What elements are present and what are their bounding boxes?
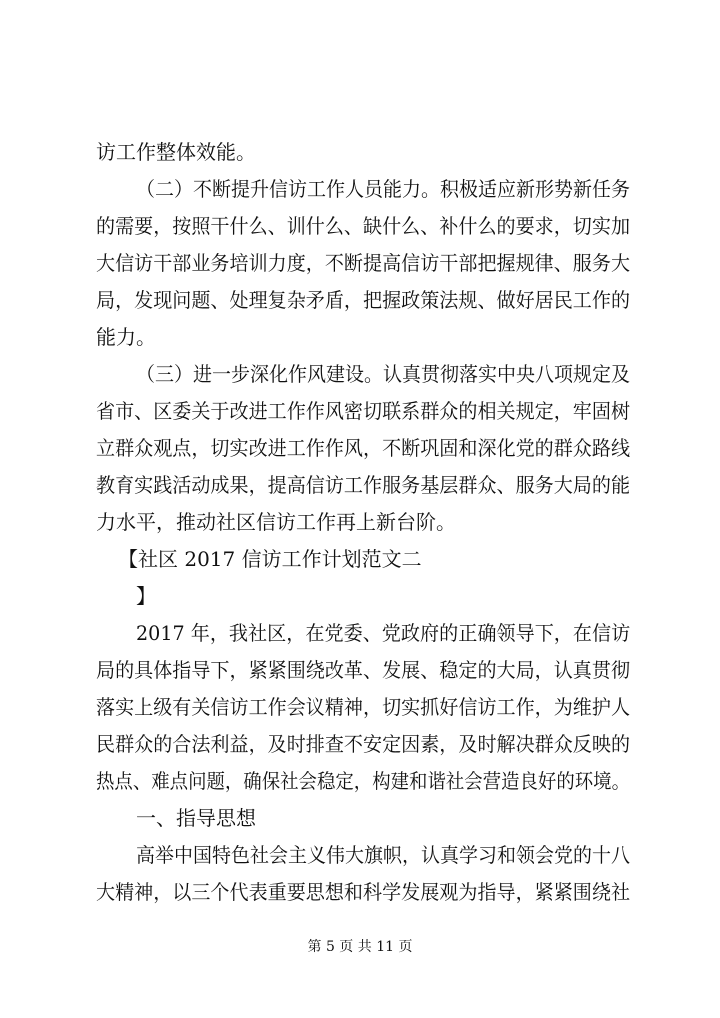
line-text: （二）不断提升信访工作人员能力。积极适应新形势新任务 xyxy=(136,177,630,201)
line-text: 2017 年，我社区，在党委、党政府的正确领导下，在信访 xyxy=(136,621,631,645)
line-text: 高举中国特色社会主义伟大旗帜，认真学习和领会党的十八 xyxy=(136,843,630,867)
line-text: 民群众的合法利益，及时排查不安定因素，及时解决群众反映的 xyxy=(96,732,631,756)
line-text: 一、指导思想 xyxy=(136,806,256,830)
line-text: 访工作整体效能。 xyxy=(96,140,256,164)
line-text: 落实上级有关信访工作会议精神，切实抓好信访工作，为维护人 xyxy=(96,695,631,719)
line-text: 的需要，按照干什么、训什么、缺什么、补什么的要求，切实加 xyxy=(96,214,631,238)
line-text: 力水平，推动社区信访工作再上新台阶。 xyxy=(96,510,456,534)
line-text: 局的具体指导下，紧紧围绕改革、发展、稳定的大局，认真贯彻 xyxy=(96,658,631,682)
line-text: 教育实践活动成果，提高信访工作服务基层群众、服务大局的能 xyxy=(96,473,631,497)
page-footer: 第 5 页 共 11 页 xyxy=(307,939,413,955)
line-text: 热点、难点问题，确保社会稳定，构建和谐社会营造良好的环境。 xyxy=(96,769,631,793)
line-text: 能力。 xyxy=(96,325,156,349)
line-text: 】 xyxy=(136,584,156,608)
line-text: 【社区 2017 信访工作计划范文二 xyxy=(118,547,422,571)
line-text: 局，发现问题、处理复杂矛盾，把握政策法规、做好居民工作的 xyxy=(96,288,631,312)
line-text: 大精神，以三个代表重要思想和科学发展观为指导，紧紧围绕社 xyxy=(96,880,631,904)
line-text: 大信访干部业务培训力度，不断提高信访干部把握规律、服务大 xyxy=(96,251,631,275)
line-text: （三）进一步深化作风建设。认真贯彻落实中央八项规定及 xyxy=(136,362,630,386)
line-text: 省市、区委关于改进工作作风密切联系群众的相关规定，牢固树 xyxy=(96,399,631,423)
line-text: 立群众观点，切实改进工作作风，不断巩固和深化党的群众路线 xyxy=(96,436,631,460)
